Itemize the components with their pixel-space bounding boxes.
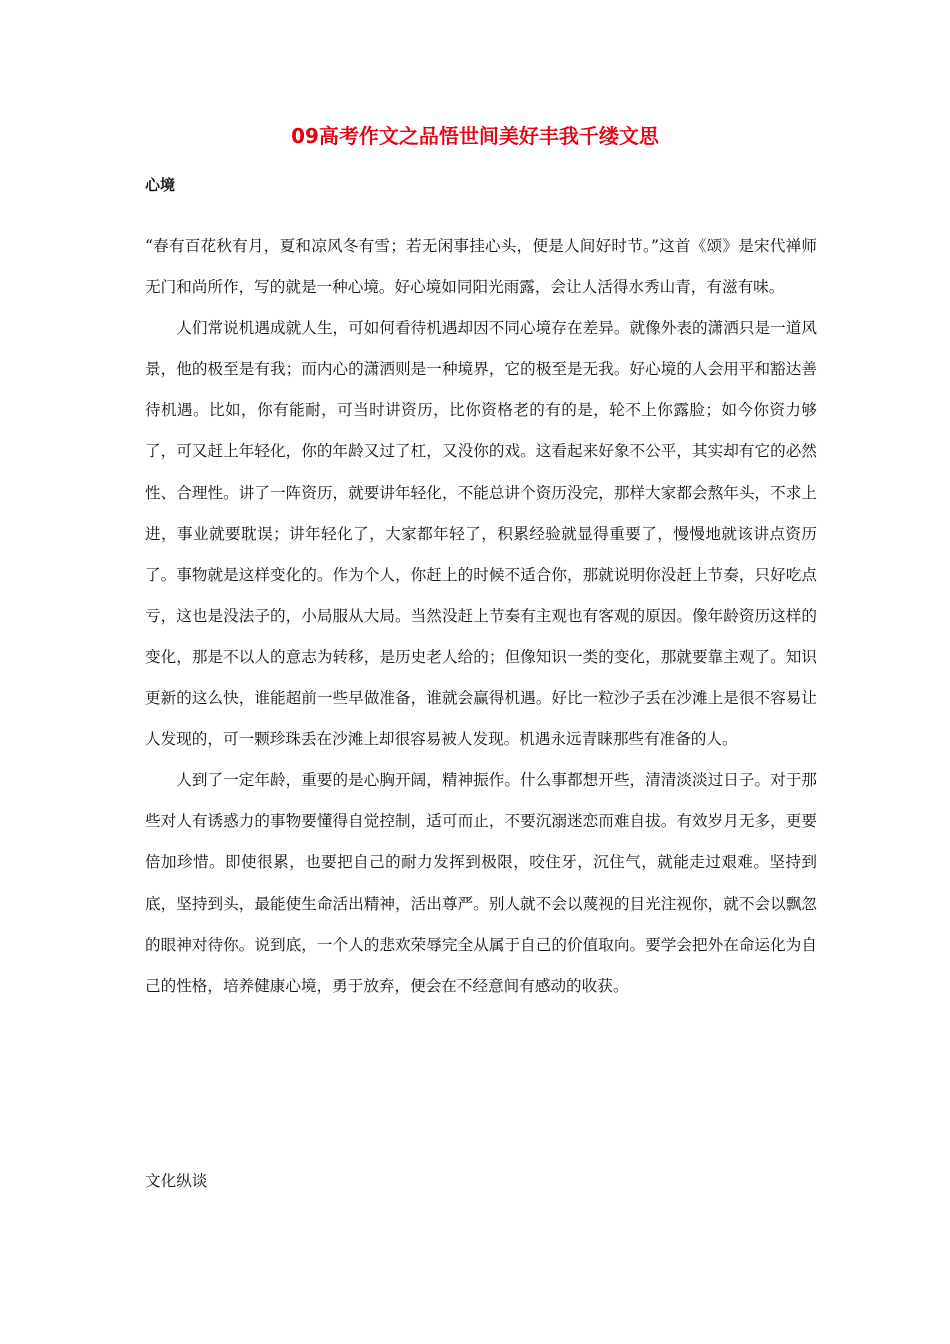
paragraph-mindset: 人到了一定年龄，重要的是心胸开阔，精神振作。什么事都想开些，清清淡淡过日子。对于那些对人有诱惑力的事物要懂得自觉控制，适可而止，不要沉溺迷恋而难自拔。有效岁月无多，更要倍加珍惜。即使很累，也要把自己的耐力发挥到极限，咬住牙，沉住气，就能走过艰难。坚持到底，坚持到头，最能使生命活出精神，活出尊严。别人就不会以蔑视的目光注视你，就不会以飘忽的眼神对待你。说到底，一个人的悲欢荣辱完全从属于自己的价值取向。要学会把外在命运化为自己的性格，培养健康心境，勇于放弃，便会在不经意间有感动的收获。: [145, 771, 817, 995]
next-section-heading: 文化纵谈: [145, 1172, 208, 1190]
paragraph-opportunity: 人们常说机遇成就人生，可如何看待机遇却因不同心境存在差异。就像外表的潇洒只是一道风景，他的极至是有我；而内心的潇洒则是一种境界，它的极至是无我。好心境的人会用平和豁达善待机遇。比如，你有能耐，可当时讲资历，比你资格老的有的是，轮不上你露脸；如今你资力够了，可又赶上年轻化，你的年龄又过了杠，又没你的戏。这看起来好象不公平，其实却有它的必然性、合理性。讲了一阵资历，就要讲年轻化，不能总讲个资历没完，那样大家都会熬年头，不求上进，事业就要耽误；讲年轻化了，大家都年轻了，积累经验就显得重要了，慢慢地就该讲点资历了。事物就是这样变化的。作为个人，你赶上的时候不适合你，那就说明你没赶上节奏，只好吃点亏，这也是没法子的，小局服从大局。当然没赶上节奏有主观也有客观的原因。像年龄资历这样的变化，那是不以人的意志为转移，是历史老人给的；但像知识一类的变化，那就要靠主观了。知识更新的这么快，谁能超前一些早做准备，谁就会赢得机遇。好比一粒沙子丢在沙滩上是很不容易让人发现的，可一颗珍珠丢在沙滩上却很容易被人发现。机遇永远青睐那些有准备的人。: [145, 319, 817, 749]
article-body: [145, 226, 817, 1007]
paragraph-poem-intro: “春有百花秋有月，夏和凉风冬有雪；若无闲事挂心头，便是人间好时节。”这首《颂》是宋代禅师无门和尚所作，写的就是一种心境。好心境如同阳光雨露，会让人活得水秀山青，有滋有味。: [145, 237, 817, 297]
section-heading: 心境: [145, 176, 176, 194]
document-title: 09高考作文之品悟世间美好丰我千缕文思: [291, 124, 659, 148]
